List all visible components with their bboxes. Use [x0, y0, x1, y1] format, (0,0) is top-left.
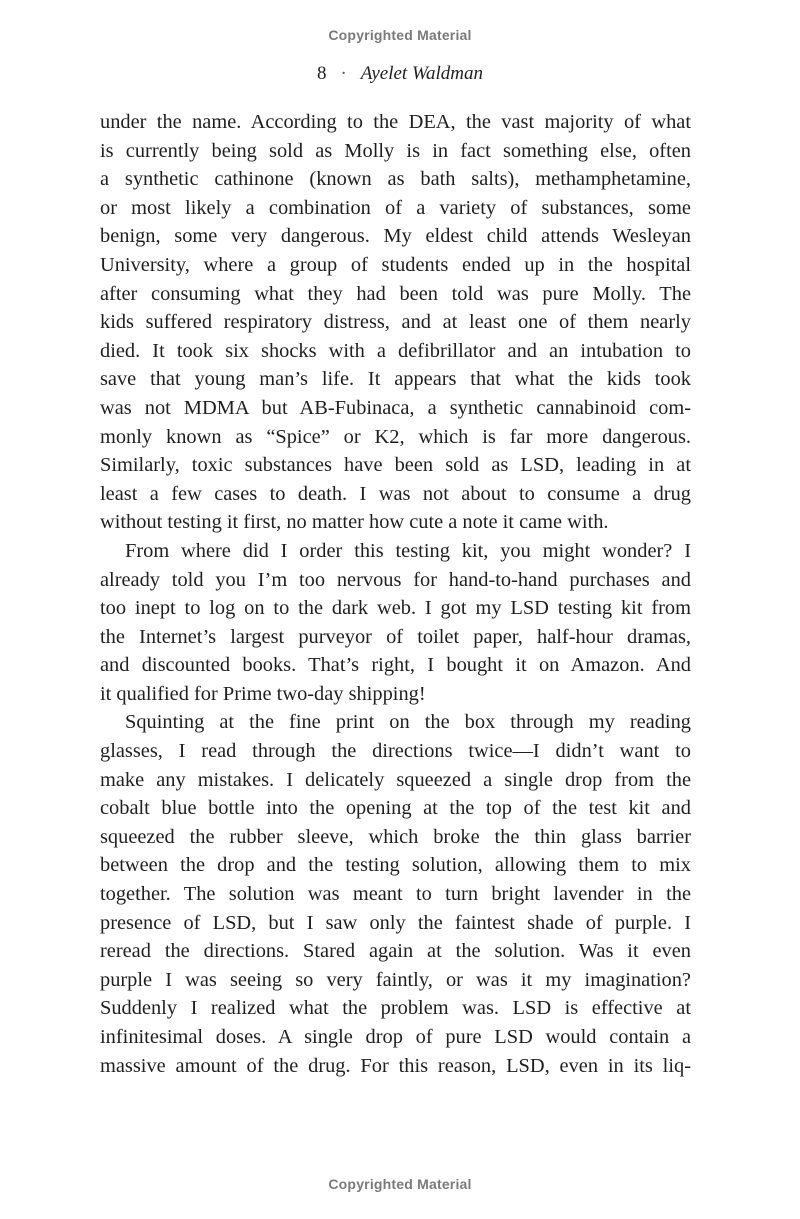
text-line: save that young man’s life. It appears that what the kids took — [100, 368, 691, 391]
text-line: glasses, I read through the directions twice—I didn’t want to — [100, 740, 691, 763]
page-body — [100, 108, 691, 1080]
text-line: Suddenly I realized what the problem was. LSD is effective at — [100, 997, 691, 1020]
text-line: under the name. According to the DEA, the vast majority of what — [100, 111, 691, 133]
text-line: the Internet’s largest purveyor of toilet paper, half-hour dramas, — [100, 625, 691, 648]
text-line: benign, some very dangerous. My eldest child attends Wesleyan — [100, 225, 691, 248]
text-line: and discounted books. That’s right, I bought it on Amazon. And — [100, 654, 691, 677]
text-line: monly known as “Spice” or K2, which is far more dangerous. — [100, 425, 691, 448]
running-header — [0, 63, 800, 85]
text-line: after consuming what they had been told was pure Molly. The — [100, 282, 691, 305]
text-line: least a few cases to death. I was not about to consume a drug — [100, 482, 691, 505]
text-line: or most likely a combination of a variety of substances, some — [100, 196, 691, 219]
text-line: it qualified for Prime two-day shipping! — [100, 682, 426, 705]
text-line: infinitesimal doses. A single drop of pure LSD would contain a — [100, 1026, 691, 1048]
paragraph-2 — [100, 537, 691, 709]
text-line: presence of LSD, but I saw only the faintest shade of purple. I — [100, 911, 691, 934]
header-separator: · — [340, 63, 347, 84]
author-name: Ayelet Waldman — [360, 63, 484, 84]
text-line: Squinting at the fine print on the box through my reading — [125, 711, 691, 734]
text-line: a synthetic cathinone (known as bath salts), methamphetamine, — [100, 168, 691, 191]
copyright-watermark-top: Copyrighted Material — [328, 27, 472, 43]
text-line: without testing it first, no matter how cute a note it came with. — [100, 511, 609, 534]
text-line: Similarly, toxic substances have been sold as LSD, leading in at — [100, 454, 691, 477]
text-line: was not MDMA but AB-Fubinaca, a synthetic cannabinoid com- — [100, 396, 691, 419]
paragraph-1 — [100, 108, 691, 537]
text-line: squeezed the rubber sleeve, which broke the thin glass barrier — [100, 825, 691, 848]
text-line: between the drop and the testing solution, allowing them to mix — [100, 854, 691, 877]
text-line: reread the directions. Stared again at the solution. Was it even — [100, 940, 691, 963]
text-line: too inept to log on to the dark web. I got my LSD testing kit from — [100, 597, 691, 620]
text-line: is currently being sold as Molly is in fact something else, often — [100, 139, 691, 162]
text-line: purple I was seeing so very faintly, or was it my imagination? — [100, 968, 691, 991]
text-line: University, where a group of students ended up in the hospital — [100, 253, 691, 276]
text-line: cobalt blue bottle into the opening at the top of the test kit and — [100, 797, 691, 820]
text-line: From where did I order this testing kit, you might wonder? I — [125, 539, 691, 562]
copyright-watermark-bottom: Copyrighted Material — [328, 1176, 472, 1192]
paragraph-3 — [100, 708, 691, 1080]
page-number: 8 — [316, 63, 327, 84]
text-line: make any mistakes. I delicately squeezed a single drop from the — [100, 768, 691, 791]
text-line: already told you I’m too nervous for hand-to-hand purchases and — [100, 568, 691, 591]
text-line: kids suffered respiratory distress, and at least one of them nearly — [100, 311, 691, 334]
text-line: massive amount of the drug. For this reason, LSD, even in its liq- — [100, 1054, 691, 1077]
text-line: together. The solution was meant to turn bright lavender in the — [100, 883, 691, 906]
text-line: died. It took six shocks with a defibrillator and an intubation to — [100, 339, 691, 362]
